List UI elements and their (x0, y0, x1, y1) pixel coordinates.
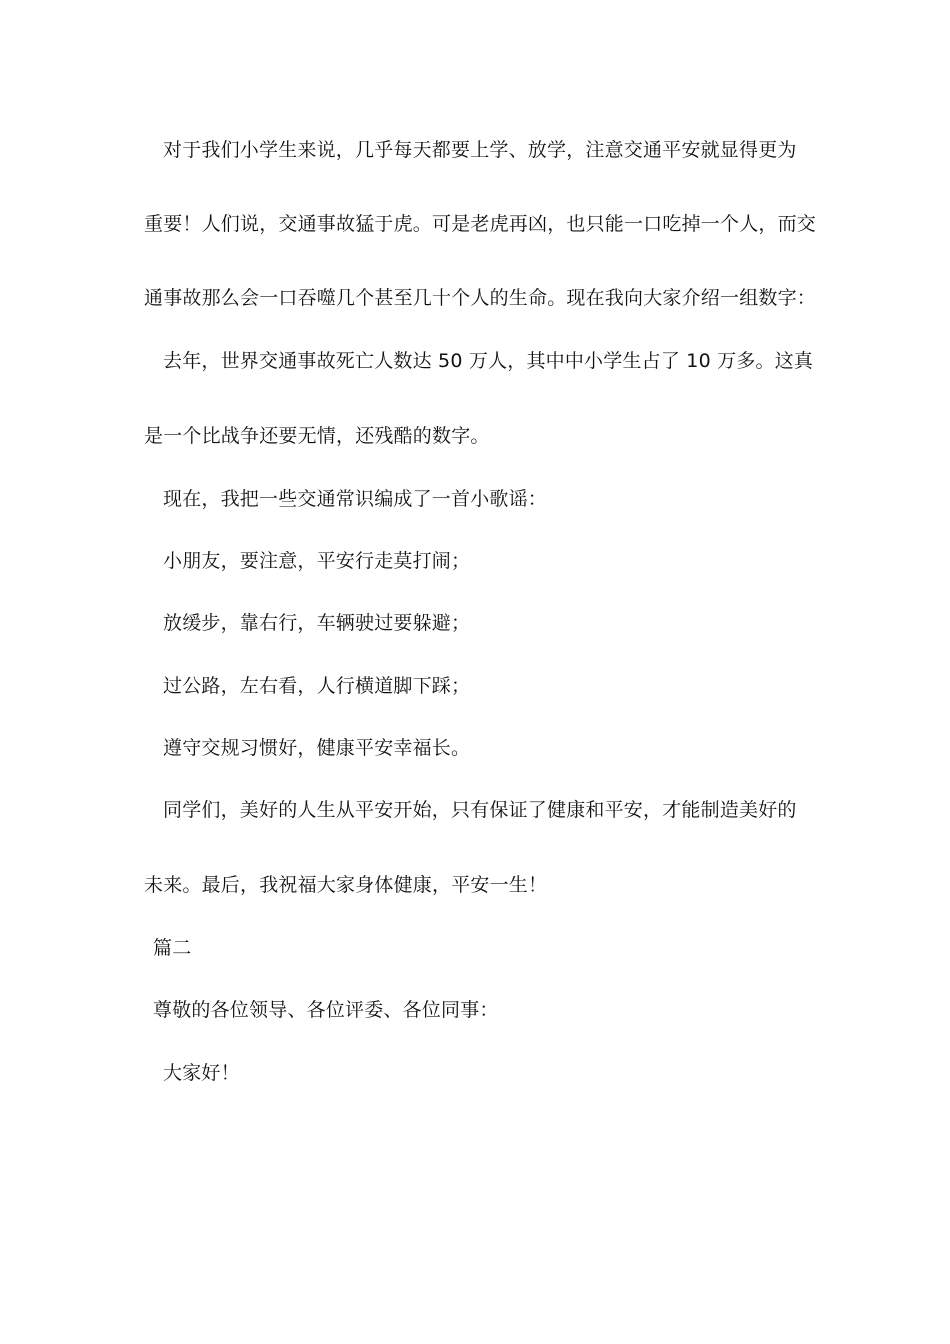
section-heading: 篇二 (153, 937, 192, 959)
paragraph-line: 现在，我把一些交通常识编成了一首小歌谣： (163, 488, 548, 510)
song-line: 放缓步，靠右行，车辆驶过要躲避； (163, 612, 471, 634)
paragraph-line: 同学们，美好的人生从平安开始，只有保证了健康和平安，才能制造美好的 (163, 799, 797, 821)
paragraph-line: 对于我们小学生来说，几乎每天都要上学、放学，注意交通平安就显得更为 (163, 139, 797, 161)
paragraph-line: 重要！人们说，交通事故猛于虎。可是老虎再凶，也只能一口吃掉一个人，而交 (144, 213, 817, 235)
song-line: 小朋友，要注意，平安行走莫打闹； (163, 550, 471, 572)
paragraph-line: 去年，世界交通事故死亡人数达 50 万人，其中中小学生占了 10 万多。这真 (163, 350, 814, 372)
salutation-line: 尊敬的各位领导、各位评委、各位同事： (153, 999, 499, 1021)
song-line: 遵守交规习惯好，健康平安幸福长。 (163, 737, 471, 759)
greeting-line: 大家好！ (163, 1062, 240, 1084)
paragraph-line: 未来。最后，我祝福大家身体健康，平安一生！ (144, 874, 548, 896)
paragraph-line: 通事故那么会一口吞噬几个甚至几十个人的生命。现在我向大家介绍一组数字： (144, 287, 817, 309)
paragraph-line: 是一个比战争还要无情，还残酷的数字。 (144, 425, 490, 447)
song-line: 过公路，左右看，人行横道脚下踩； (163, 675, 471, 697)
